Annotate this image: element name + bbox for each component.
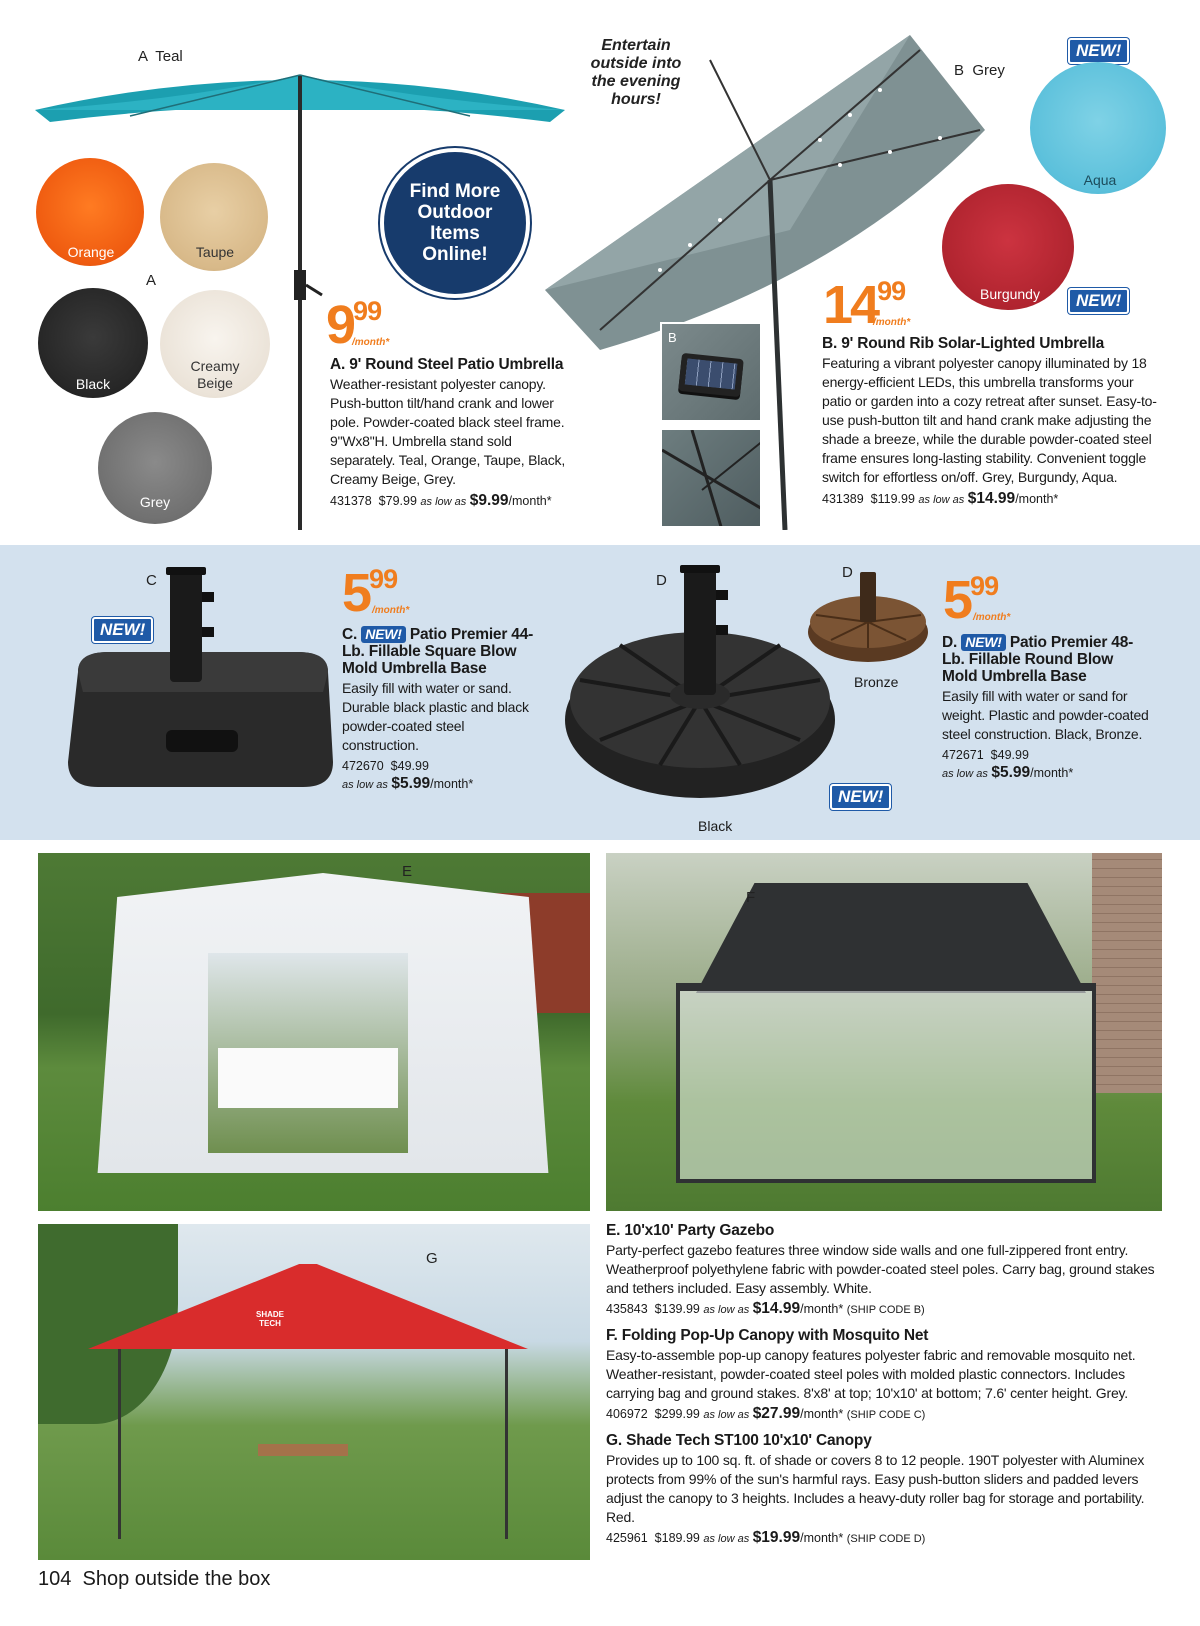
canopy-g-photo bbox=[38, 1224, 590, 1560]
list-price: $49.99 bbox=[990, 748, 1029, 762]
gazebo-e-photo bbox=[38, 853, 590, 1211]
price-dollars: 9 bbox=[326, 295, 354, 355]
canopy-g-brand: SHADE TECH bbox=[255, 1310, 284, 1328]
price-unit: /month* bbox=[352, 337, 390, 348]
gazebo-e-pricing-line bbox=[606, 1300, 1166, 1319]
price-unit: /month* bbox=[873, 317, 911, 328]
base-d-description: Easily fill with water or sand for weight. Plastic and powder-coated steel construction. Black, Bronze. bbox=[942, 688, 1149, 742]
price-unit: /month* bbox=[372, 605, 410, 616]
base-c-new-badge: NEW! bbox=[92, 617, 153, 643]
gazebo-e-block bbox=[606, 1222, 1166, 1319]
base-d-new-badge: NEW! bbox=[830, 784, 891, 810]
umbrella-a-title: A. 9' Round Steel Patio Umbrella bbox=[330, 356, 564, 373]
umbrella-b-pricing-line bbox=[822, 490, 1162, 509]
base-d-title bbox=[942, 634, 1152, 685]
canopy-g-pricing-line bbox=[606, 1529, 1166, 1548]
canopy-f-block bbox=[606, 1327, 1166, 1424]
monthly-unit: /month* bbox=[800, 1531, 844, 1545]
canopy-f-photo bbox=[606, 853, 1162, 1211]
monthly-price: $19.99 bbox=[752, 1529, 801, 1546]
umbrella-b-title: B. 9' Round Rib Solar-Lighted Umbrella bbox=[822, 335, 1104, 352]
price-dollars: 5 bbox=[943, 570, 971, 630]
canopy-f-letter: F bbox=[746, 889, 756, 906]
list-price: $49.99 bbox=[390, 759, 429, 773]
title-prefix: D. bbox=[942, 634, 958, 651]
item-number: 431378 bbox=[330, 494, 372, 508]
as-low-as: as low as bbox=[703, 1304, 750, 1316]
price-dollars: 5 bbox=[342, 563, 370, 623]
gazebo-copy-column bbox=[606, 1222, 1166, 1548]
item-number: 431389 bbox=[822, 492, 864, 506]
as-low-as: as low as bbox=[703, 1533, 750, 1545]
page-footer bbox=[38, 1568, 270, 1591]
detail-letter: B bbox=[668, 330, 677, 345]
base-d-black-label: Black bbox=[698, 818, 733, 834]
item-number: 406972 bbox=[606, 1407, 648, 1421]
swatch-black-label: Black bbox=[75, 376, 111, 392]
canopy-f-net bbox=[676, 983, 1096, 1183]
price-cents: 99 bbox=[369, 564, 398, 594]
gazebo-e-description: Party-perfect gazebo features three window side walls and one full-zippered front entry. Weatherproof polyethylene fabric with powder-coated steel poles. Carry bag, ground stakes and tethers included. Easy assembly. White. bbox=[606, 1242, 1155, 1296]
base-c-price bbox=[342, 563, 410, 626]
base-c-pricing-line bbox=[342, 758, 542, 794]
base-d-letter-small: D bbox=[842, 564, 853, 581]
monthly-unit: /month* bbox=[430, 777, 474, 791]
as-low-as: as low as bbox=[918, 494, 965, 506]
canopy-g-description: Provides up to 100 sq. ft. of shade or covers 8 to 12 people. 190T polyester with Aluminex protects from 99% of the sun's harmful rays. Easy push-button sliders and padded levers adjust the canopy to 3 heights. Includes a heavy-duty roller bag for storage and portability. Red. bbox=[606, 1452, 1145, 1525]
swatch-aqua-label: Aqua bbox=[1083, 172, 1117, 188]
umbrella-b-description: Featuring a vibrant polyester canopy illuminated by 18 energy-efficient LEDs, this umbrella transforms your patio or garden into a cozy retreat after sunset. Easy-to-use push-button tilt and hand crank make adjusting the shade a breeze, while the durable powder-coated steel frame ensures long-lasting stability. Convenient toggle switch for effortless on/off. Grey, Burgundy, Aqua. bbox=[822, 355, 1157, 485]
canopy-g-block bbox=[606, 1432, 1166, 1548]
swatch-burgundy-label: Burgundy bbox=[980, 286, 1040, 302]
gazebo-e-title: E. 10'x10' Party Gazebo bbox=[606, 1222, 775, 1239]
as-low-as: as low as bbox=[942, 768, 988, 780]
monthly-unit: /month* bbox=[800, 1302, 844, 1316]
base-d-bronze-label: Bronze bbox=[854, 674, 899, 690]
monthly-price: $27.99 bbox=[752, 1405, 801, 1422]
base-c-square-image bbox=[58, 562, 348, 812]
swatch-creamy-beige-label: Creamy Beige bbox=[190, 358, 240, 391]
solar-panel-detail-image bbox=[660, 322, 762, 422]
canopy-g-letter: G bbox=[426, 1250, 438, 1267]
base-d-letter: D bbox=[656, 572, 667, 589]
monthly-price: $14.99 bbox=[752, 1300, 801, 1317]
monthly-unit: /month* bbox=[508, 494, 552, 508]
title-new-badge: NEW! bbox=[961, 634, 1006, 651]
monthly-unit: /month* bbox=[1030, 766, 1074, 780]
umbrella-a-color-label: A Teal bbox=[138, 48, 183, 65]
umbrella-b-new-badge-top: NEW! bbox=[1068, 38, 1129, 64]
title-rest: Patio Premier 44-Lb. Fillable Square Blow Mold Umbrella Base bbox=[342, 626, 534, 677]
swatch-grey-label: Grey bbox=[139, 494, 171, 510]
ship-code: (SHIP CODE D) bbox=[846, 1533, 926, 1545]
as-low-as: as low as bbox=[703, 1409, 750, 1421]
price-cents: 99 bbox=[877, 276, 906, 306]
swatch-taupe-label: Taupe bbox=[195, 244, 235, 260]
as-low-as: as low as bbox=[342, 779, 388, 791]
brick-wall bbox=[1092, 853, 1162, 1093]
price-cents: 99 bbox=[970, 571, 999, 601]
base-c-copy bbox=[342, 626, 542, 794]
item-number: 472670 bbox=[342, 759, 384, 773]
tagline: Entertain outside into the evening hours! bbox=[590, 37, 682, 108]
gazebo-e-letter: E bbox=[402, 863, 413, 880]
canopy-f-pricing-line bbox=[606, 1405, 1166, 1424]
title-prefix: C. bbox=[342, 626, 358, 643]
canopy-g-title: G. Shade Tech ST100 10'x10' Canopy bbox=[606, 1432, 872, 1449]
base-d-bronze-image bbox=[806, 570, 930, 670]
monthly-price: $9.99 bbox=[469, 492, 509, 509]
umbrella-b-color-label: B Grey bbox=[954, 62, 1005, 79]
promo-circle[interactable] bbox=[380, 148, 530, 298]
item-number: 435843 bbox=[606, 1302, 648, 1316]
monthly-price: $5.99 bbox=[391, 775, 431, 792]
base-d-black-image bbox=[560, 560, 840, 810]
item-number: 425961 bbox=[606, 1531, 648, 1545]
ship-code: (SHIP CODE B) bbox=[846, 1304, 925, 1316]
item-number: 472671 bbox=[942, 748, 984, 762]
umbrella-b-price bbox=[823, 275, 911, 338]
swatch-group-letter: A bbox=[146, 272, 157, 289]
base-d-price bbox=[943, 570, 1011, 633]
frame-ribs bbox=[662, 430, 762, 528]
promo-circle-text: Find More Outdoor Items Online! bbox=[409, 181, 501, 265]
umbrella-b-copy bbox=[822, 335, 1162, 509]
list-price: $119.99 bbox=[870, 492, 915, 506]
base-c-description: Easily fill with water or sand. Durable black plastic and black powder-coated steel construction. bbox=[342, 680, 529, 753]
price-cents: 99 bbox=[353, 296, 382, 326]
monthly-price: $5.99 bbox=[991, 764, 1031, 781]
base-d-pricing-line bbox=[942, 747, 1152, 783]
title-rest: Patio Premier 48-Lb. Fillable Round Blow Mold Umbrella Base bbox=[942, 634, 1134, 685]
footer-slogan: Shop outside the box bbox=[82, 1568, 271, 1590]
solar-panel-shape bbox=[678, 353, 744, 397]
bistro-table bbox=[258, 1444, 348, 1456]
canopy-f-title: F. Folding Pop-Up Canopy with Mosquito Net bbox=[606, 1327, 929, 1344]
list-price: $299.99 bbox=[654, 1407, 700, 1421]
umbrella-a-price bbox=[326, 295, 390, 358]
table-cloth bbox=[218, 1048, 398, 1108]
monthly-unit: /month* bbox=[1015, 492, 1059, 506]
umbrella-b-new-badge-bottom: NEW! bbox=[1068, 288, 1129, 314]
as-low-as: as low as bbox=[420, 496, 467, 508]
list-price: $79.99 bbox=[378, 494, 417, 508]
base-d-copy bbox=[942, 634, 1152, 783]
base-c-title bbox=[342, 626, 542, 677]
title-new-badge: NEW! bbox=[361, 626, 406, 643]
monthly-price: $14.99 bbox=[967, 490, 1016, 507]
base-c-letter: C bbox=[146, 572, 157, 589]
list-price: $139.99 bbox=[654, 1302, 700, 1316]
canopy-f-description: Easy-to-assemble pop-up canopy features polyester fabric and removable mosquito net. Weather-resistant, powder-coated steel poles with molded plastic connectors. Includes carrying bag and ground stakes. 8'x8' at top; 10'x10' at bottom; 7.6' center height. Grey. bbox=[606, 1347, 1136, 1401]
frame-detail-image bbox=[660, 428, 762, 528]
ship-code: (SHIP CODE C) bbox=[846, 1409, 926, 1421]
list-price: $189.99 bbox=[654, 1531, 700, 1545]
page-number: 104 bbox=[38, 1568, 72, 1590]
swatch-orange-label: Orange bbox=[67, 244, 115, 260]
umbrella-a-description: Weather-resistant polyester canopy. Push-button tilt/hand crank and lower pole. Powder-coated black steel frame. 9"Wx8"H. Umbrella stand sold separately. Teal, Orange, Taupe, Black, Creamy Beige, Grey. bbox=[330, 376, 566, 487]
price-dollars: 14 bbox=[823, 275, 878, 335]
price-unit: /month* bbox=[973, 612, 1011, 623]
monthly-unit: /month* bbox=[800, 1407, 844, 1421]
